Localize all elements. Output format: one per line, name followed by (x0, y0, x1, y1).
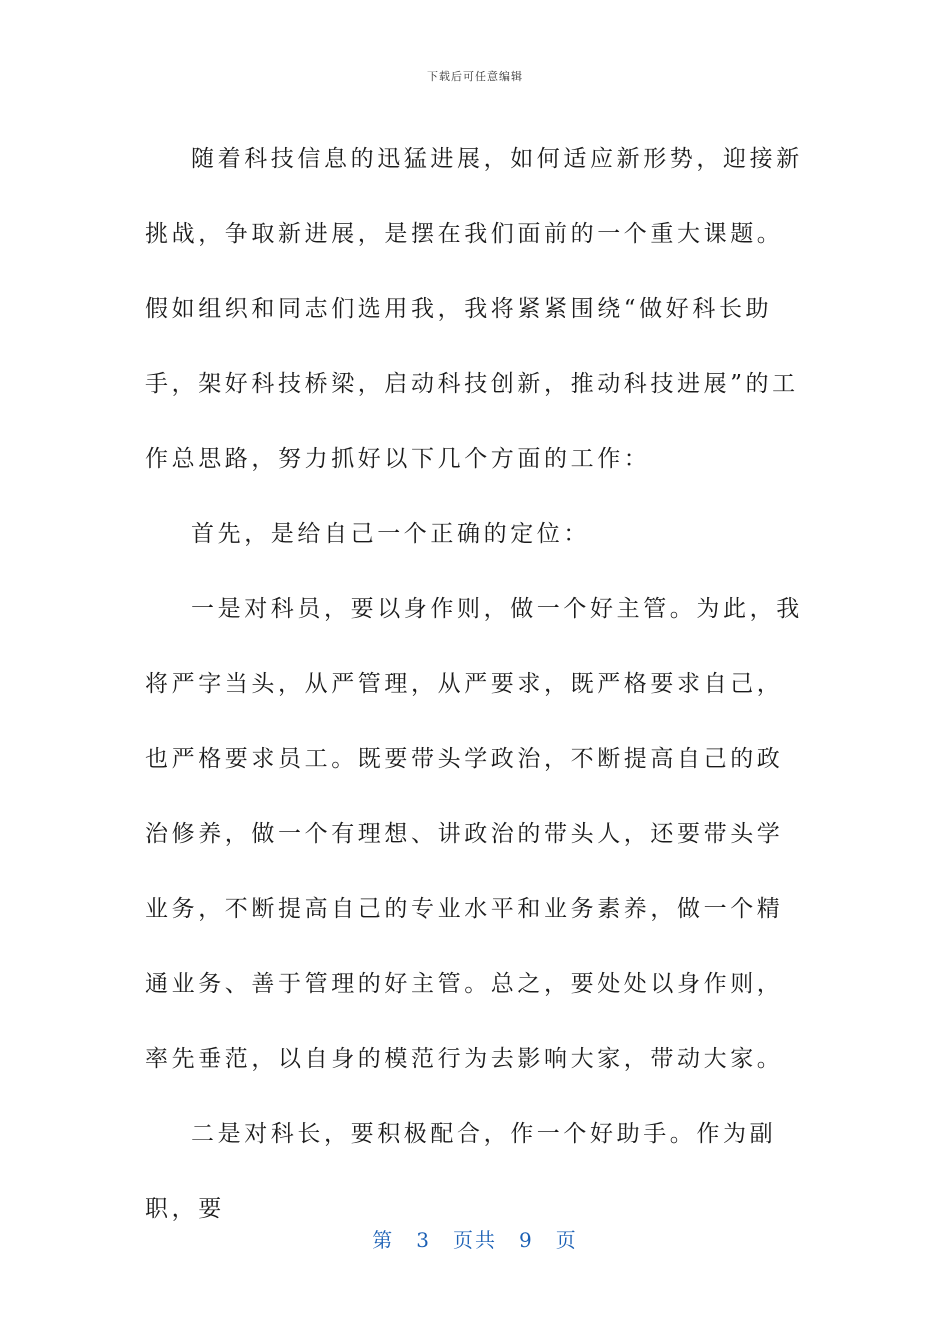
footer-label-end: 页 (555, 1228, 578, 1252)
header-note: 下载后可任意编辑 (427, 70, 523, 83)
footer-current-page: 3 (416, 1228, 431, 1252)
paragraph-point-two: 二是对科长，要积极配合，作一个好助手。作为副职，要 (145, 1121, 777, 1222)
paragraph-intro: 随着科技信息的迅猛进展，如何适应新形势，迎接新挑战，争取新进展，是摆在我们面前的一个重大课题。假如组织和同志们选用我，我将紧紧围绕“做好科长助手，架好科技桥梁，启动科技创新，推动科技进展”的工作总思路，努力抓好以下几个方面的工作： (145, 146, 803, 472)
footer-label-page: 第 (372, 1228, 395, 1252)
document-body (145, 122, 805, 1247)
footer-label-of: 页共 (453, 1228, 497, 1252)
paragraph-positioning: 首先，是给自己一个正确的定位： (191, 521, 590, 547)
footer-total-pages: 9 (519, 1228, 534, 1252)
page-footer (0, 1224, 950, 1253)
paragraph-point-one: 一是对科员，要以身作则，做一个好主管。为此，我将严字当头，从严管理，从严要求，既严格要求自己，也严格要求员工。既要带头学政治，不断提高自己的政治修养，做一个有理想、讲政治的带头人，还要带头学业务，不断提高自己的专业水平和业务素养，做一个精通业务、善于管理的好主管。总之，要处处以身作则，率先垂范，以自身的模范行为去影响大家，带动大家。 (145, 596, 803, 1072)
